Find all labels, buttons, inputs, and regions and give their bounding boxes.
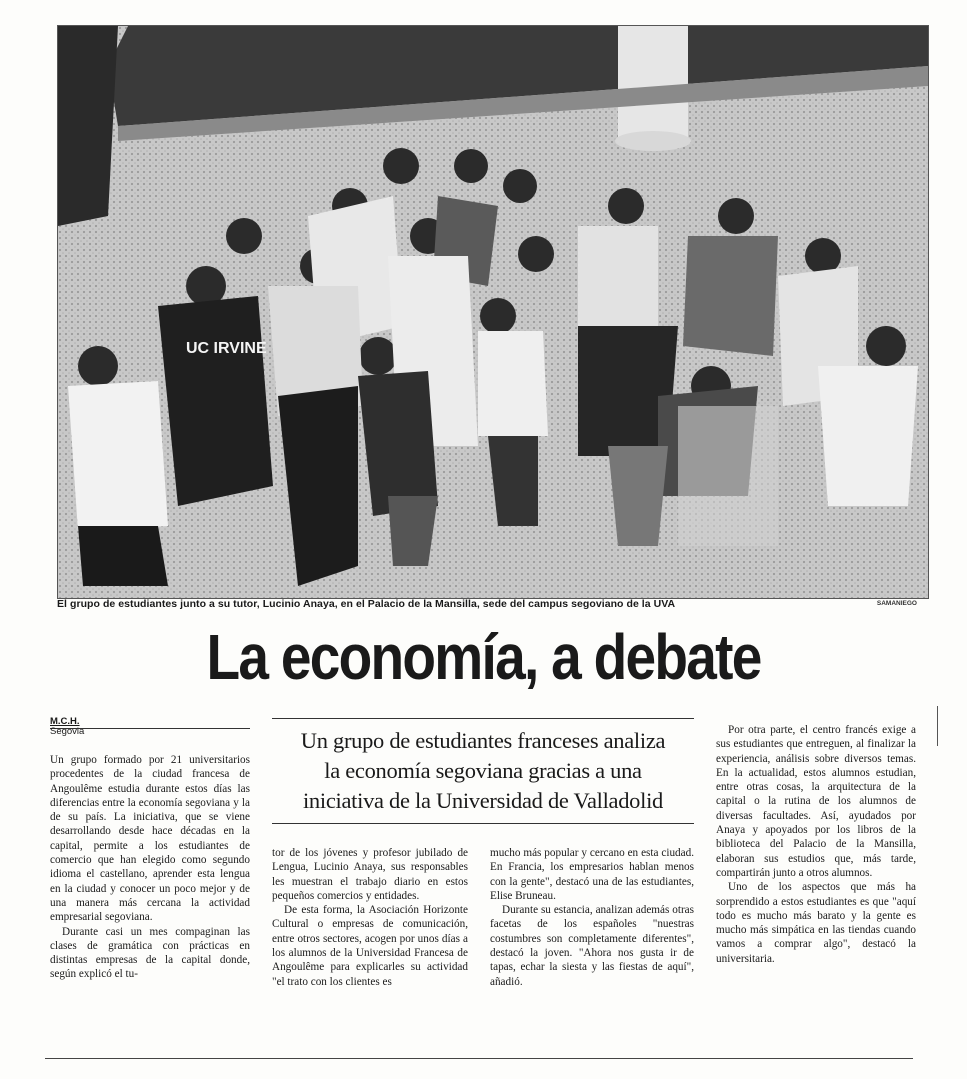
subhead-line: iniciativa de la Universidad de Valladolid bbox=[302, 788, 663, 813]
page-title: La economía, a debate bbox=[206, 621, 761, 693]
article-paragraph: Un grupo formado por 21 universitarios procedentes de la ciudad francesa de Angoulême estudia durante estos días las diferencias entre la economía segoviana y la de su país. La iniciativa, que se viene desarrollando desde hace décadas en la capital, permite a los estudiantes de comercio que han elegido como segundo idioma el castellano, aprender esta lengua en la ciudad y conocer un poco mejor y de una manera más cercana la actividad empresarial segoviana. bbox=[50, 754, 250, 924]
byline-place: Segovia bbox=[50, 726, 85, 737]
article-column-4 bbox=[716, 723, 916, 966]
article-column-1 bbox=[50, 753, 250, 982]
article-paragraph: Durante casi un mes compaginan las clases de gramática con prácticas en distintas empresas de la capital donde, según explicó el tu- bbox=[50, 925, 250, 981]
subhead-line: la economía segoviana gracias a una bbox=[324, 758, 642, 783]
subhead-rule-bottom bbox=[272, 823, 694, 824]
article-paragraph: De esta forma, la Asociación Horizonte Cultural o empresas de comunicación, entre otros sectores, acogen por unos días a los alumnos de la Universidad Francesa de Angoulême para explicarles su actividad "el trato con los clientes es bbox=[272, 904, 468, 988]
photo-caption: El grupo de estudiantes junto a su tutor, Lucinio Anaya, en el Palacio de la Mansilla, sede del campus segoviano de la UVA bbox=[57, 598, 676, 610]
article-paragraph: Por otra parte, el centro francés exige a sus estudiantes que entreguen, al finalizar la experiencia, análisis sobre diversos temas. En la actualidad, estos alumnos estudian, entre otras cosas, la arquitectura de la capital o la rutina de los alumnos de diversas facultades. Así, ayudados por Anaya y apoyados por los libros de la biblioteca del Palacio de la Mansilla, elaboran sus estudios que, más tarde, compartirán junto a otros alumnos. bbox=[716, 724, 916, 879]
shirt-print: UC IRVINE bbox=[186, 340, 267, 357]
article-paragraph: Durante su estancia, analizan además otras facetas de los españoles "nuestras costumbres son completamente diferentes", destacó la joven. "Ahora nos gusta ir de tapas, echar la siesta y las fiestas de aquí", añadió. bbox=[490, 904, 694, 988]
page-bottom-rule bbox=[45, 1058, 913, 1059]
column-rule bbox=[937, 706, 938, 746]
byline-author: M.C.H. bbox=[50, 716, 80, 727]
photo-credit: SAMANIEGO bbox=[876, 600, 917, 607]
article-column-3 bbox=[490, 846, 694, 989]
article-paragraph: mucho más popular y cercano en esta ciudad. En Francia, los empresarios hablan menos con la gente", destacó una de las estudiantes, Elise Bruneau. bbox=[490, 847, 694, 902]
group-photo-illustration bbox=[58, 26, 928, 598]
subhead-rule-top bbox=[272, 718, 694, 719]
subheadline bbox=[272, 726, 694, 816]
article-paragraph: tor de los jóvenes y profesor jubilado de Lengua, Lucinio Anaya, sus responsables les muestran el trabajo diario en estos pequeños comercios y entidades. bbox=[272, 847, 468, 902]
group-photo bbox=[57, 25, 929, 599]
article-column-2 bbox=[272, 846, 468, 989]
article-paragraph: Uno de los aspectos que más ha sorprendido a estos estudiantes es que "aquí todo es mucho más barato y la gente es mucho más simpática en las tiendas cuando vamos a comprar algo", destacó la universitaria. bbox=[716, 881, 916, 965]
subhead-line: Un grupo de estudiantes franceses analiza bbox=[300, 728, 666, 753]
byline bbox=[50, 716, 84, 737]
